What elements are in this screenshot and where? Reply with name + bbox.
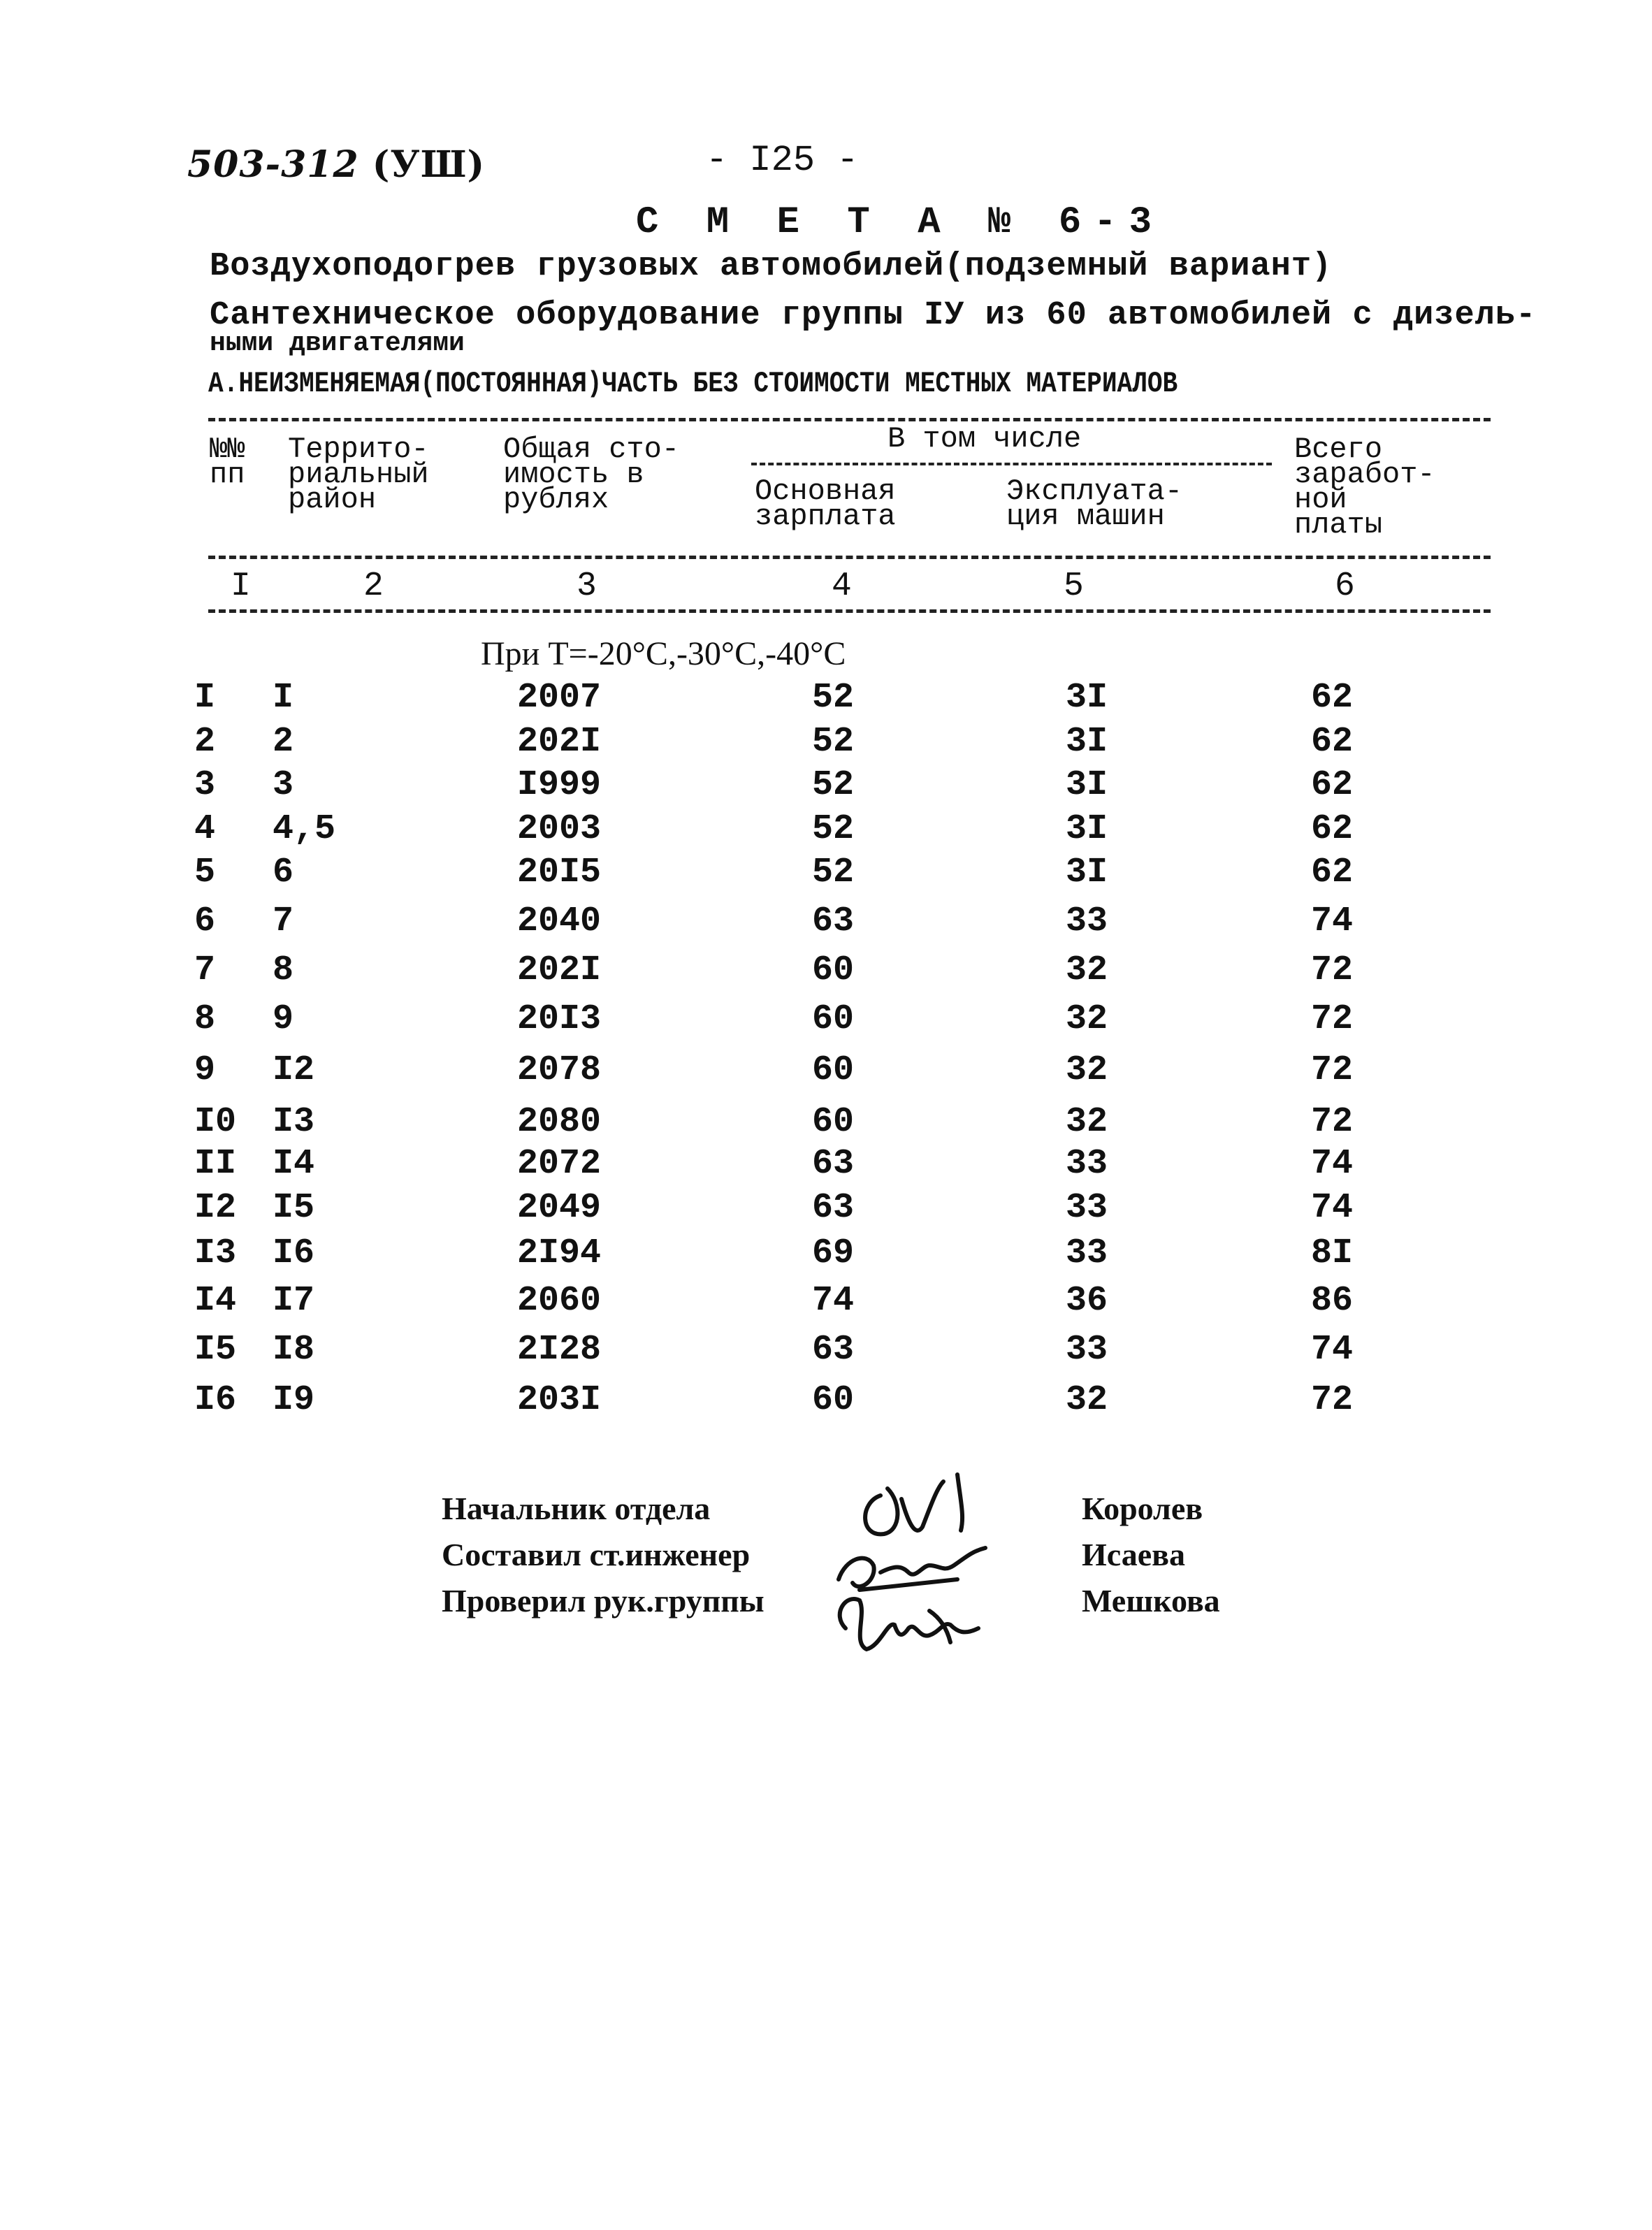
signature-role-head: Начальник отдела — [442, 1491, 711, 1526]
base-salary-cell: 63 — [812, 1144, 855, 1184]
subtitle-heating: Воздухоподогрев грузовых автомобилей(подземный вариант) — [210, 248, 1333, 285]
region-cell: I8 — [273, 1330, 315, 1370]
base-salary-cell: 52 — [812, 853, 855, 892]
total-salary-cell: 74 — [1311, 1144, 1354, 1184]
machine-operation-cell: 33 — [1066, 1188, 1108, 1228]
row-number-cell: I2 — [194, 1188, 237, 1228]
colnum-5: 5 — [1064, 567, 1084, 605]
region-cell: 9 — [273, 999, 294, 1039]
signature-name-author: Исаева — [1082, 1537, 1186, 1572]
row-number-cell: I0 — [194, 1102, 237, 1142]
row-number-cell: 5 — [194, 853, 216, 892]
signature-name-head: Королев — [1082, 1491, 1203, 1526]
table-row — [0, 1281, 1652, 1323]
group-rule — [751, 463, 1272, 465]
table-row — [0, 853, 1652, 895]
region-cell: I5 — [273, 1188, 315, 1228]
machine-operation-cell: 33 — [1066, 1330, 1108, 1370]
base-salary-cell: 60 — [812, 1380, 855, 1420]
machine-operation-cell: 33 — [1066, 1144, 1108, 1184]
colnum-bottom-rule — [208, 609, 1491, 613]
table-row — [0, 999, 1652, 1041]
base-salary-cell: 74 — [812, 1281, 855, 1321]
header-col-region: Террито- риальный район — [288, 433, 429, 516]
machine-operation-cell: 33 — [1066, 902, 1108, 941]
colnum-4: 4 — [832, 567, 852, 605]
base-salary-cell: 52 — [812, 765, 855, 805]
base-salary-cell: 60 — [812, 999, 855, 1039]
region-cell: 2 — [273, 722, 294, 762]
machine-operation-cell: 32 — [1066, 1102, 1108, 1142]
table-row — [0, 1102, 1652, 1144]
base-salary-cell: 60 — [812, 950, 855, 990]
table-row — [0, 1050, 1652, 1092]
total-salary-cell: 62 — [1311, 765, 1354, 805]
base-salary-cell: 63 — [812, 1330, 855, 1370]
total-cost-cell: I999 — [517, 765, 602, 805]
total-cost-cell: 203I — [517, 1380, 602, 1420]
row-number-cell: II — [194, 1144, 237, 1184]
base-salary-cell: 52 — [812, 809, 855, 849]
region-cell: I9 — [273, 1380, 315, 1420]
header-col-total: Общая сто- имость в рублях — [503, 433, 680, 516]
base-salary-cell: 60 — [812, 1102, 855, 1142]
page-title: С М Е Т А № 6-3 — [636, 201, 1165, 244]
total-salary-cell: 74 — [1311, 902, 1354, 941]
total-cost-cell: 2080 — [517, 1102, 602, 1142]
total-cost-cell: 2078 — [517, 1050, 602, 1090]
region-cell: 8 — [273, 950, 294, 990]
subtitle-equipment: Сантехническое оборудование группы IУ из 60 автомобилей с дизель- — [210, 297, 1537, 334]
base-salary-cell: 63 — [812, 1188, 855, 1228]
colnum-1: I — [231, 567, 251, 605]
total-cost-cell: 202I — [517, 950, 602, 990]
region-cell: 3 — [273, 765, 294, 805]
machine-operation-cell: 32 — [1066, 950, 1108, 990]
machine-operation-cell: 3I — [1066, 765, 1108, 805]
total-cost-cell: 2072 — [517, 1144, 602, 1184]
row-number-cell: 2 — [194, 722, 216, 762]
base-salary-cell: 52 — [812, 722, 855, 762]
base-salary-cell: 69 — [812, 1233, 855, 1273]
region-cell: 4,5 — [273, 809, 336, 849]
table-row — [0, 678, 1652, 720]
header-col-number: №№ пп — [210, 433, 245, 491]
machine-operation-cell: 3I — [1066, 809, 1108, 849]
row-number-cell: 7 — [194, 950, 216, 990]
total-cost-cell: 2049 — [517, 1188, 602, 1228]
region-cell: I7 — [273, 1281, 315, 1321]
total-salary-cell: 74 — [1311, 1188, 1354, 1228]
document-code: 503-312 (УШ) — [187, 143, 486, 186]
table-row — [0, 765, 1652, 807]
header-group-including: В том числе — [887, 422, 1082, 456]
table-row — [0, 1188, 1652, 1230]
total-salary-cell: 72 — [1311, 1102, 1354, 1142]
table-row — [0, 1330, 1652, 1372]
table-row — [0, 809, 1652, 851]
base-salary-cell: 63 — [812, 902, 855, 941]
row-number-cell: 3 — [194, 765, 216, 805]
row-number-cell: I3 — [194, 1233, 237, 1273]
total-salary-cell: 62 — [1311, 678, 1354, 718]
base-salary-cell: 52 — [812, 678, 855, 718]
header-bottom-rule — [208, 556, 1491, 559]
handwritten-signatures-image — [818, 1461, 1069, 1670]
region-cell: I6 — [273, 1233, 315, 1273]
subtitle-equipment-cont: ными двигателями — [210, 328, 465, 359]
region-cell: I4 — [273, 1144, 315, 1184]
machine-operation-cell: 32 — [1066, 1050, 1108, 1090]
page-number: - I25 - — [706, 140, 859, 181]
table-row — [0, 722, 1652, 764]
total-cost-cell: 20I5 — [517, 853, 602, 892]
signature-name-checker: Мешкова — [1082, 1583, 1220, 1619]
region-cell: I — [273, 678, 294, 718]
row-number-cell: 4 — [194, 809, 216, 849]
total-salary-cell: 62 — [1311, 853, 1354, 892]
total-salary-cell: 72 — [1311, 999, 1354, 1039]
region-cell: I3 — [273, 1102, 315, 1142]
machine-operation-cell: 3I — [1066, 853, 1108, 892]
region-cell: I2 — [273, 1050, 315, 1090]
total-salary-cell: 74 — [1311, 1330, 1354, 1370]
machine-operation-cell: 32 — [1066, 999, 1108, 1039]
total-cost-cell: 202I — [517, 722, 602, 762]
colnum-6: 6 — [1335, 567, 1355, 605]
header-col-machines: Эксплуата- ция машин — [1006, 475, 1183, 533]
machine-operation-cell: 33 — [1066, 1233, 1108, 1273]
row-number-cell: I6 — [194, 1380, 237, 1420]
section-heading: А.НЕИЗМЕНЯЕМАЯ(ПОСТОЯННАЯ)ЧАСТЬ БЕЗ СТОИМОСТИ МЕСТНЫХ МАТЕРИАЛОВ — [208, 367, 1178, 400]
total-salary-cell: 62 — [1311, 809, 1354, 849]
total-cost-cell: 2I94 — [517, 1233, 602, 1273]
total-cost-cell: 20I3 — [517, 999, 602, 1039]
signature-role-author: Составил ст.инженер — [442, 1537, 751, 1572]
table-row — [0, 1380, 1652, 1422]
total-cost-cell: 2007 — [517, 678, 602, 718]
table-row — [0, 950, 1652, 992]
total-salary-cell: 72 — [1311, 1380, 1354, 1420]
region-cell: 7 — [273, 902, 294, 941]
temperature-condition: При T=-20°С,-30°С,-40°С — [481, 635, 846, 672]
row-number-cell: I4 — [194, 1281, 237, 1321]
total-salary-cell: 62 — [1311, 722, 1354, 762]
total-cost-cell: 2040 — [517, 902, 602, 941]
total-salary-cell: 8I — [1311, 1233, 1354, 1273]
region-cell: 6 — [273, 853, 294, 892]
colnum-2: 2 — [363, 567, 384, 605]
machine-operation-cell: 36 — [1066, 1281, 1108, 1321]
machine-operation-cell: 32 — [1066, 1380, 1108, 1420]
table-row — [0, 1144, 1652, 1186]
table-top-rule — [208, 418, 1491, 421]
total-cost-cell: 2I28 — [517, 1330, 602, 1370]
header-col-total-salary: Всего заработ- ной платы — [1294, 433, 1435, 542]
row-number-cell: 9 — [194, 1050, 216, 1090]
row-number-cell: I5 — [194, 1330, 237, 1370]
table-row — [0, 1233, 1652, 1275]
total-salary-cell: 72 — [1311, 950, 1354, 990]
total-cost-cell: 2003 — [517, 809, 602, 849]
machine-operation-cell: 3I — [1066, 678, 1108, 718]
total-salary-cell: 72 — [1311, 1050, 1354, 1090]
row-number-cell: I — [194, 678, 216, 718]
total-salary-cell: 86 — [1311, 1281, 1354, 1321]
machine-operation-cell: 3I — [1066, 722, 1108, 762]
row-number-cell: 6 — [194, 902, 216, 941]
row-number-cell: 8 — [194, 999, 216, 1039]
colnum-3: 3 — [577, 567, 597, 605]
signature-role-checker: Проверил рук.группы — [442, 1583, 765, 1619]
total-cost-cell: 2060 — [517, 1281, 602, 1321]
header-col-salary: Основная зарплата — [755, 475, 896, 533]
table-row — [0, 902, 1652, 943]
base-salary-cell: 60 — [812, 1050, 855, 1090]
